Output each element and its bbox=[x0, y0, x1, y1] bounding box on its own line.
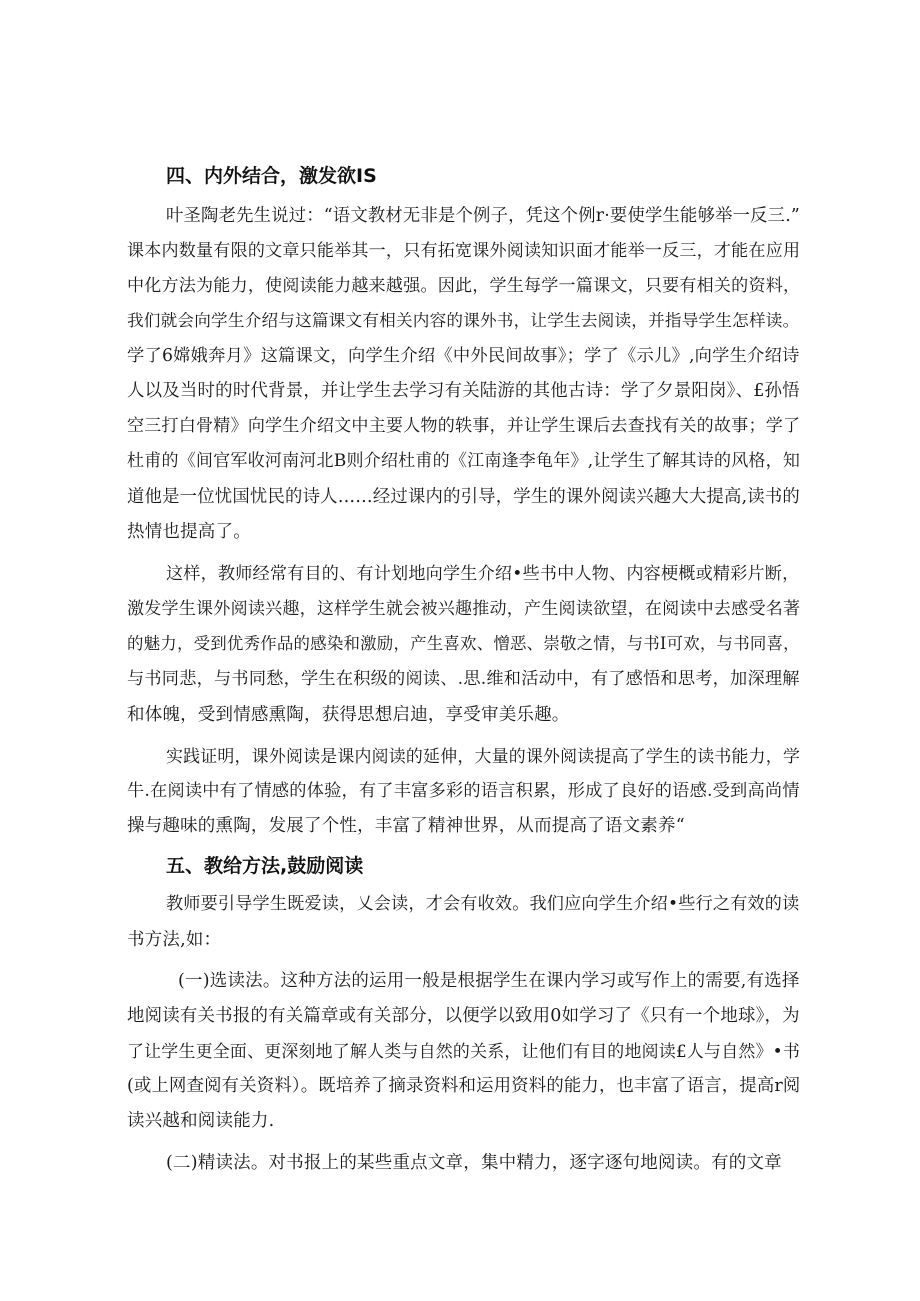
paragraph-line: 读兴越和阅读能力. bbox=[127, 1111, 275, 1131]
paragraph-line: 地阅读有关书报的有关篇章或有关部分，以便学以致用0如学习了《只有一个地球》，为 bbox=[127, 1006, 800, 1026]
paragraph-line: 叶圣陶老先生说过：“语文教材无非是个例子，凭这个例r·要使学生能够举一反三.” bbox=[166, 206, 800, 226]
section-heading-5: 五、教给方法,鼓励阅读 bbox=[166, 855, 364, 877]
paragraph-line: 操与趣味的熏陶，发展了个性，丰富了精神世界，从而提高了语文素养“ bbox=[127, 816, 685, 836]
paragraph-line: 牛.在阅读中有了情感的体验，有了丰富多彩的语言积累，形成了良好的语感.受到高尚情 bbox=[127, 781, 800, 801]
paragraph-line: 了让学生更全面、更深刻地了解人类与自然的关系，让他们有目的地阅读£人与自然》•书 bbox=[127, 1041, 801, 1061]
paragraph-line: (或上网查阅有关资料）。既培养了摘录资料和运用资料的能力，也丰富了语言，提高r阅 bbox=[127, 1076, 801, 1096]
paragraph-line: 的魅力，受到优秀作品的感染和激励，产生喜欢、憎恶、崇敬之情，与书I可欢，与书同喜， bbox=[127, 634, 800, 653]
section-heading-4: 四、内外结合，激发欲IS bbox=[166, 165, 377, 187]
paragraph-line: 与书同悲，与书同愁，学生在积级的阅读、.思.维和活动中，有了感悟和思考，加深理解 bbox=[127, 669, 800, 689]
paragraph-line: 课本内数量有限的文章只能举其一，只有拓宽课外阅读知识面才能举一反三，才能在应用 bbox=[127, 241, 801, 261]
paragraph-line: 这样，教师经常有目的、有计划地向学生介绍•些书中人物、内容梗概或精彩片断， bbox=[166, 564, 800, 584]
paragraph-line: 我们就会向学生介绍与这篇课文有相关内容的课外书，让学生去阅读，并指导学生怎样读。 bbox=[127, 311, 800, 330]
paragraph-line: (一)选读法。这种方法的运用一般是根据学生在课内学习或写作上的需要,有选择 bbox=[178, 971, 800, 991]
paragraph-line: 空三打白骨精》向学生介绍文中主要人物的轶事，并让学生课后去查找有关的故事；学了 bbox=[127, 416, 801, 436]
paragraph-line: 教师要引导学生既爱读，乂会读，才会有收效。我们应向学生介绍•些行之有效的读 bbox=[166, 894, 800, 914]
paragraph-line: (二)精读法。对书报上的某些重点文章，集中精力，逐字逐句地阅读。有的文章 bbox=[166, 1153, 782, 1173]
paragraph-line: 实践证明，课外阅读是课内阅读的延伸，大量的课外阅读提高了学生的读书能力，学 bbox=[166, 746, 801, 766]
paragraph-line: 热情也提高了。 bbox=[127, 522, 251, 542]
paragraph-line: 杜甫的《间官军收河南河北B则介绍杜甫的《江南逢李龟年》,让学生了解其诗的风格，知 bbox=[127, 451, 801, 471]
paragraph-line: 和体魄，受到情感熏陶，获得思想启迪，享受审美乐趣。 bbox=[127, 705, 570, 725]
paragraph-line: 激发学生课外阅读兴趣，这样学生就会被兴趣推动，产生阅读欲望，在阅读中去感受名著 bbox=[127, 599, 801, 619]
paragraph-line: 学了6嫦娥奔月》这篇课文，向学生介绍《中外民间故事》；学了《示儿》,向学生介绍诗 bbox=[127, 346, 800, 366]
paragraph-line: 人以及当时的时代背景，并让学生去学习有关陆游的其他古诗：学了夕景阳岗》、£孙悟 bbox=[127, 381, 800, 401]
paragraph-line: 中化方法为能力，使阅读能力越来越强。因此，学生每学一篇课文，只要有相关的资料， bbox=[127, 276, 801, 296]
paragraph-line: 书方法,如： bbox=[127, 930, 222, 950]
paragraph-line: 道他是一位忧国忧民的诗人……经过课内的引导，学生的课外阅读兴趣大大提高,读书的 bbox=[127, 487, 800, 507]
